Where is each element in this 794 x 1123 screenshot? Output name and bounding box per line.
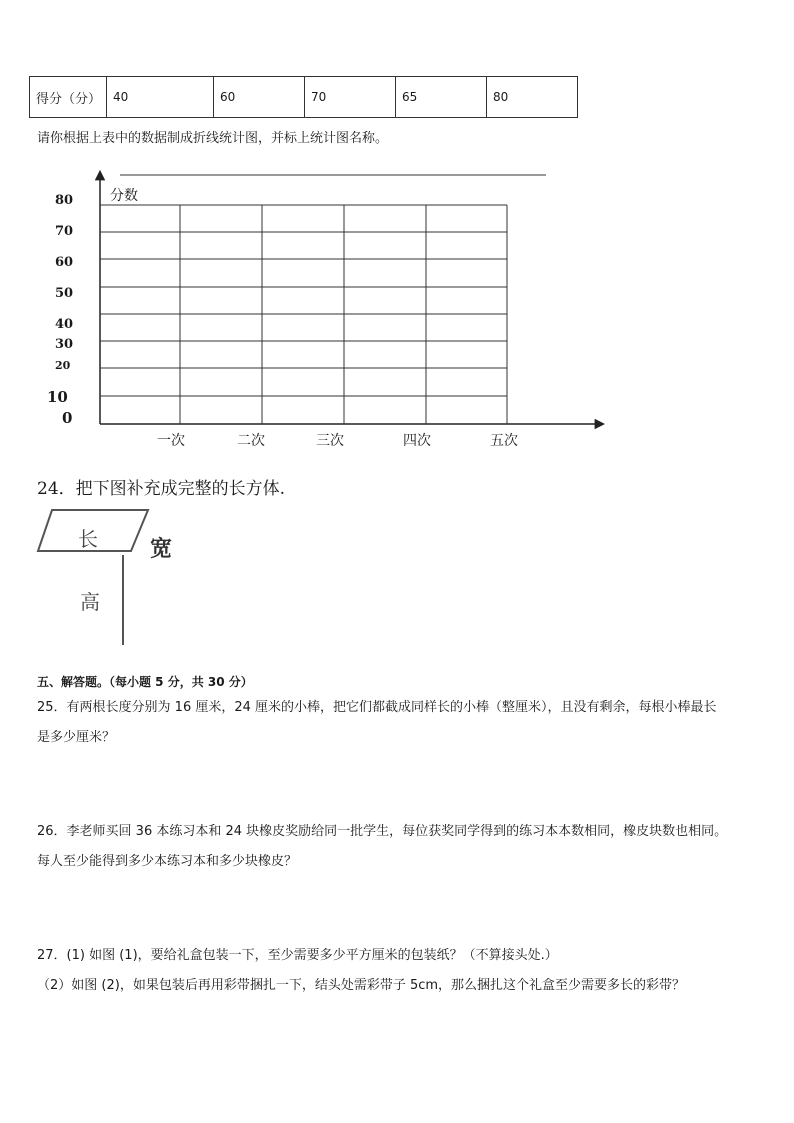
x-tick-label: 四次 — [403, 433, 431, 449]
section-heading: 五、解答题。（每小题 5 分，共 30 分） — [37, 675, 253, 689]
x-tick-label: 五次 — [490, 433, 518, 449]
x-tick-label: 一次 — [157, 433, 185, 449]
table-cell: 80 — [487, 77, 578, 118]
question-text: 27．(1) 如图 (1)，要给礼盒包装一下，至少需要多少平方厘米的包装纸？（不算接头处.） — [37, 948, 558, 963]
cuboid-length-label: 长 — [78, 527, 98, 551]
x-tick-label: 三次 — [316, 433, 344, 449]
question-24: 24．把下图补充成完整的长方体. — [37, 479, 286, 499]
chart-instruction: 请你根据上表中的数据制成折线统计图，并标上统计图名称。 — [37, 131, 389, 146]
y-tick-label: 10 — [47, 388, 68, 406]
x-tick-label: 二次 — [237, 433, 265, 449]
y-tick-label: 70 — [55, 224, 74, 239]
y-tick-label: 50 — [55, 286, 74, 301]
cuboid-width-label: 宽 — [150, 536, 173, 562]
table-cell: 60 — [214, 77, 305, 118]
question-text: （2）如图 (2)，如果包装后再用彩带捆扎一下，结头处需彩带子 5cm，那么捆扎这个礼盒至少需要多长的彩带？ — [37, 978, 686, 993]
cuboid-figure — [0, 500, 200, 650]
chart-grid — [100, 205, 507, 424]
question-26 — [37, 817, 787, 877]
y-tick-label: 30 — [55, 337, 74, 352]
table-header-cell: 得分（分） — [30, 77, 107, 118]
y-tick-label: 60 — [55, 255, 74, 270]
question-text: 每人至少能得到多少本练习本和多少块橡皮？ — [37, 854, 298, 869]
y-tick-label: 0 — [62, 409, 73, 427]
question-25 — [37, 693, 767, 753]
table-cell: 40 — [107, 77, 214, 118]
question-text: 25．有两根长度分别为 16 厘米，24 厘米的小棒，把它们都截成同样长的小棒（整厘米），且没有剩余，每根小棒最长 — [37, 700, 717, 715]
table-cell: 65 — [396, 77, 487, 118]
y-tick-label: 20 — [55, 359, 71, 372]
line-chart — [0, 0, 794, 470]
y-tick-label: 40 — [55, 317, 74, 332]
y-axis-label: 分数 — [110, 188, 138, 204]
table-cell: 70 — [305, 77, 396, 118]
question-27 — [37, 941, 767, 1001]
cuboid-height-label: 高 — [80, 590, 100, 614]
question-text: 是多少厘米？ — [37, 730, 116, 745]
question-text: 26．李老师买回 36 本练习本和 24 块橡皮奖励给同一批学生，每位获奖同学得到的练习本本数相同，橡皮块数也相同。 — [37, 824, 728, 839]
y-tick-label: 80 — [55, 193, 74, 208]
